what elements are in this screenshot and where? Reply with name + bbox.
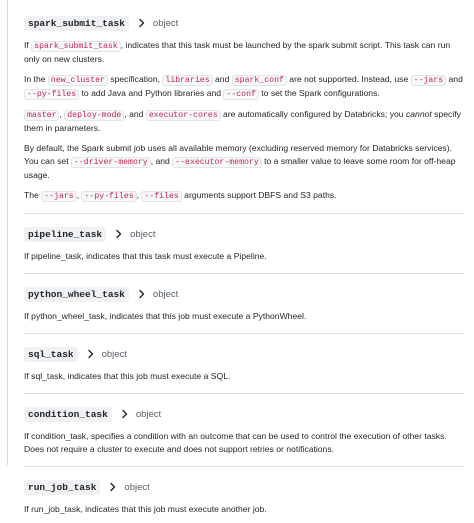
chevron-right-icon[interactable] [137, 289, 147, 299]
property-type: object [130, 228, 156, 240]
property-header [24, 405, 464, 423]
description-text: , and [150, 156, 173, 166]
property-section-spark_submit_task [24, 14, 464, 203]
inline-code: --py-files [81, 191, 136, 202]
property-type: object [135, 408, 162, 420]
inline-code: master [24, 110, 59, 121]
description-text: , [76, 190, 82, 200]
property-description [24, 310, 464, 323]
property-name: run_job_task [24, 480, 100, 495]
property-name: pipeline_task [24, 227, 106, 242]
description-text: specify them in parameters. [24, 109, 461, 133]
property-name: sql_task [24, 347, 78, 362]
inline-code: --driver-memory [71, 157, 151, 168]
description-text: specification, [107, 74, 163, 84]
property-description [24, 250, 464, 263]
inline-code: --jars [41, 191, 76, 202]
property-description [24, 370, 464, 383]
property-type: object [152, 17, 179, 29]
property-list [24, 14, 464, 523]
chevron-right-icon[interactable] [114, 229, 124, 239]
chevron-right-icon[interactable] [108, 482, 118, 492]
property-description [24, 73, 464, 101]
property-header [24, 478, 464, 496]
property-name: spark_submit_task [24, 16, 129, 31]
description-text: If sql_task, indicates that this job must execute a SQL. [24, 371, 231, 381]
description-text: , [136, 190, 142, 200]
chevron-right-icon[interactable] [120, 409, 130, 419]
property-name: condition_task [24, 407, 112, 422]
inline-code: libraries [162, 75, 212, 86]
inline-code: deploy-mode [64, 110, 124, 121]
property-description [24, 108, 464, 135]
description-text: to a smaller value to leave some room for off-heap usage. [24, 156, 456, 180]
description-text: If python_wheel_task, indicates that this job must execute a PythonWheel. [24, 311, 307, 321]
inline-code: spark_conf [232, 75, 287, 86]
property-description [24, 189, 464, 203]
chevron-right-icon[interactable] [86, 349, 96, 359]
description-text: arguments support DBFS and S3 paths. [181, 190, 337, 200]
description-text: and [446, 74, 463, 84]
property-type: object [124, 481, 150, 493]
property-section-condition_task [24, 405, 464, 456]
description-text: and [212, 74, 232, 84]
property-section-python_wheel_task [24, 285, 464, 323]
description-text: The [24, 190, 42, 200]
property-header [24, 285, 464, 303]
description-text: are not supported. Instead, use [286, 74, 411, 84]
inline-code: --files [141, 191, 181, 202]
property-header [24, 345, 464, 363]
description-text: If pipeline_task, indicates that this task must execute a Pipeline. [24, 251, 267, 261]
property-description [24, 142, 464, 182]
inline-code: --jars [411, 75, 446, 86]
property-section-pipeline_task [24, 225, 464, 263]
property-name: python_wheel_task [24, 287, 129, 302]
inline-code: --executor-memory [172, 157, 262, 168]
description-text: , and [124, 109, 146, 119]
section-divider [24, 333, 464, 334]
inline-code: spark_submit_task [31, 41, 121, 52]
property-header [24, 14, 464, 32]
description-text: If [24, 40, 32, 50]
section-divider [24, 393, 464, 394]
inline-code: new_cluster [48, 75, 108, 86]
description-text: , indicates that this task must be launched by the spark submit script. This task can run only on new clusters. [24, 40, 451, 64]
description-text: to set the Spark configurations. [258, 88, 380, 98]
property-header [24, 225, 464, 243]
inline-code: --conf [223, 89, 258, 100]
property-section-run_job_task [24, 478, 464, 516]
property-section-sql_task [24, 345, 464, 383]
property-description [24, 430, 464, 456]
property-description [24, 39, 464, 66]
inline-code: executor-cores [146, 110, 221, 121]
left-border [7, 0, 8, 465]
description-text: In the [24, 74, 48, 84]
section-divider [24, 213, 464, 214]
property-description [24, 503, 464, 516]
description-text: By default, the Spark submit job uses all available memory (excluding reserved memory for Databricks services). You can set [24, 143, 452, 166]
description-text: are automatically configured by Databricks; you [220, 109, 406, 119]
property-type: object [101, 348, 127, 360]
section-divider [24, 273, 464, 274]
description-text: If condition_task, specifies a condition with an outcome that can be used to control the execution of other tasks. Does not require a cluster to execute and does not support retries or notifications. [24, 431, 447, 454]
section-divider [24, 466, 464, 467]
description-text: , [59, 109, 65, 119]
property-type: object [152, 288, 179, 300]
description-text: to add Java and Python libraries and [79, 88, 224, 98]
inline-code: --py-files [24, 89, 79, 100]
chevron-right-icon[interactable] [137, 18, 147, 28]
emphasis-text: cannot [405, 109, 432, 119]
description-text: If run_job_task, indicates that this job must execute another job. [24, 504, 267, 514]
